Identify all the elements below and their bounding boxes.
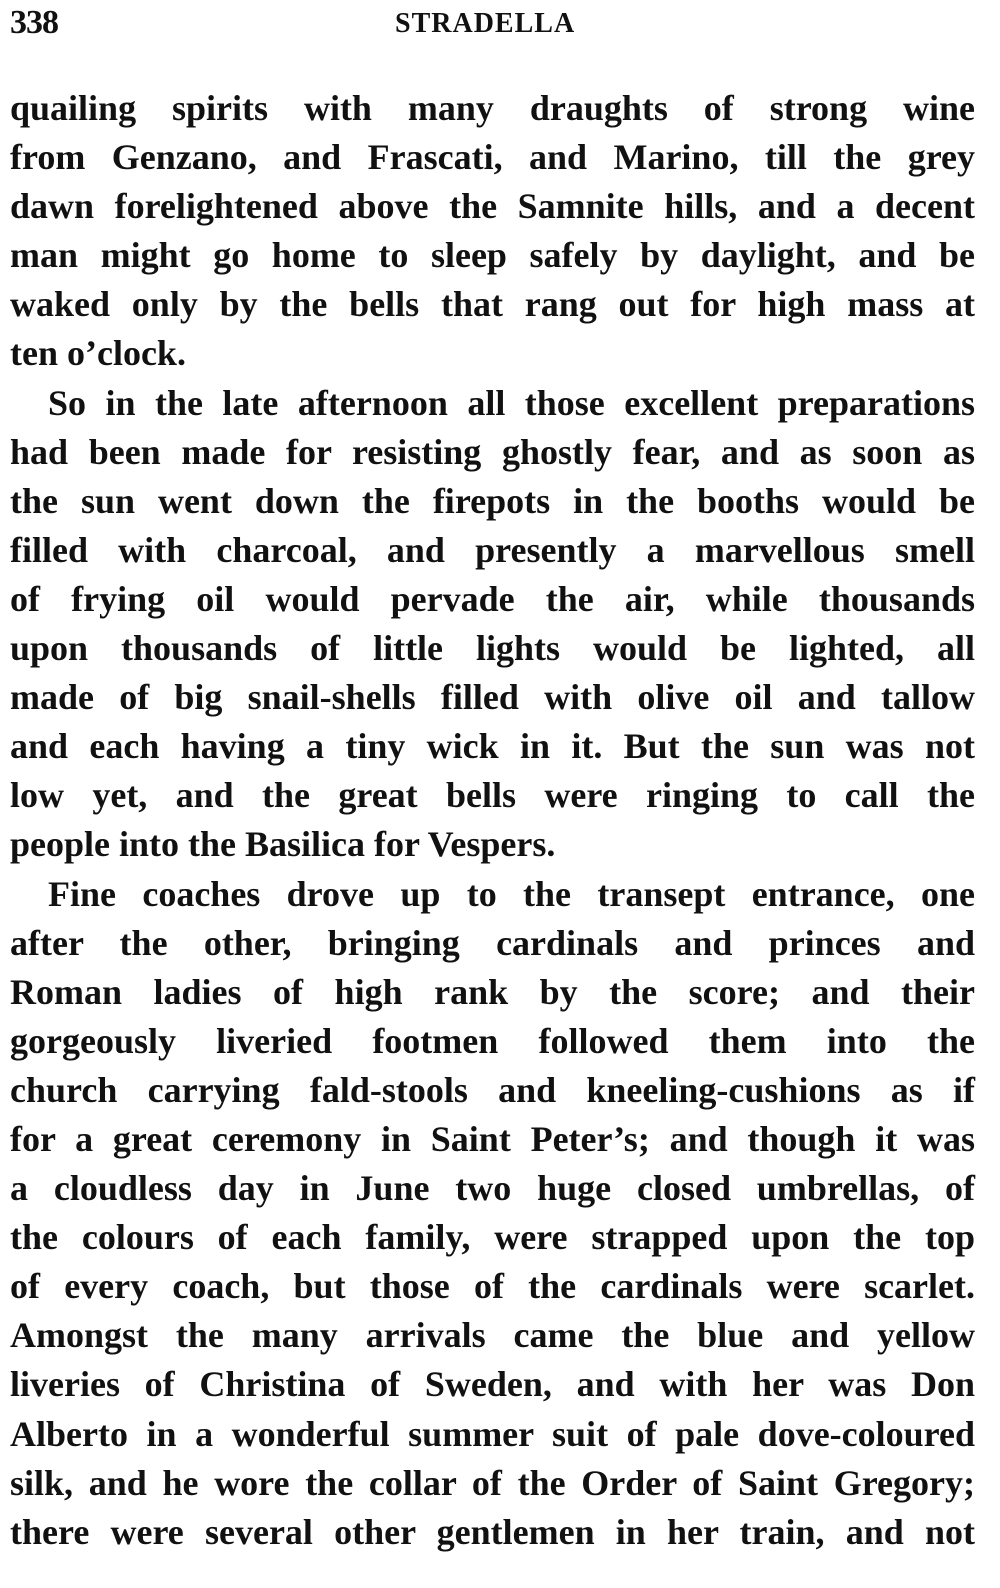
text-line: Roman ladies of high rank by the score; and their xyxy=(10,971,975,1012)
text-line: of every coach, but those of the cardinals were scarlet. xyxy=(10,1266,975,1307)
text-line: silk, and he wore the collar of the Order of Saint Gregory; xyxy=(10,1462,975,1503)
text-line: gorgeously liveried footmen followed them into the xyxy=(10,1020,975,1061)
text-line: filled with charcoal, and presently a marvellous smell xyxy=(10,529,975,570)
page-number: 338 xyxy=(10,4,58,41)
text-line: waked only by the bells that rang out for high mass at xyxy=(10,284,975,325)
text-line: of frying oil would pervade the air, while thousands xyxy=(10,578,975,619)
text-line: liveries of Christina of Sweden, and with her was Don xyxy=(10,1364,975,1405)
text-line: quailing spirits with many draughts of strong wine xyxy=(10,88,975,128)
text-line: a cloudless day in June two huge closed umbrellas, of xyxy=(10,1168,975,1209)
text-line: the sun went down the firepots in the booths would be xyxy=(10,480,975,521)
text-line: after the other, bringing cardinals and princes and xyxy=(10,922,975,963)
text-line: from Genzano, and Frascati, and Marino, till the grey xyxy=(10,137,975,178)
text-line: man might go home to sleep safely by daylight, and be xyxy=(10,235,975,276)
body-text xyxy=(10,84,975,1557)
text-line: Alberto in a wonderful summer suit of pale dove-coloured xyxy=(10,1413,975,1454)
paragraph-start-line: Fine coaches drove up to the transept entrance, one xyxy=(48,873,975,914)
running-title: STRADELLA xyxy=(395,8,576,39)
text-line: low yet, and the great bells were ringing to call the xyxy=(10,775,975,816)
text-line: for a great ceremony in Saint Peter’s; and though it was xyxy=(10,1118,975,1159)
text-line: had been made for resisting ghostly fear, and as soon as xyxy=(10,431,975,472)
text-line: the colours of each family, were strapped upon the top xyxy=(10,1217,975,1258)
text-line: Amongst the many arrivals came the blue and yellow xyxy=(10,1315,975,1356)
text-line: dawn forelightened above the Samnite hills, and a decent xyxy=(10,186,975,227)
text-line: church carrying fald-stools and kneeling-cushions as if xyxy=(10,1069,975,1110)
text-line: there were several other gentlemen in her train, and not xyxy=(10,1511,975,1552)
running-head xyxy=(10,4,990,44)
text-line: people into the Basilica for Vespers. xyxy=(10,824,556,865)
text-line: upon thousands of little lights would be lighted, all xyxy=(10,628,975,669)
text-line: made of big snail-shells filled with olive oil and tallow xyxy=(10,677,975,718)
paragraph-start-line: So in the late afternoon all those excellent preparations xyxy=(48,382,975,423)
text-line: and each having a tiny wick in it. But the sun was not xyxy=(10,726,975,767)
text-line: ten o’clock. xyxy=(10,333,186,374)
